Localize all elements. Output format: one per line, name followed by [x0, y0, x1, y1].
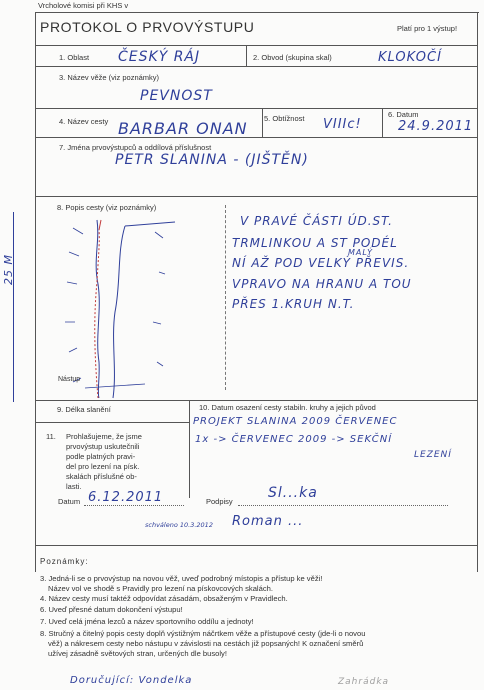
field-1-label: 1. Oblast	[59, 53, 90, 62]
signature-1: Sl...ka	[268, 485, 318, 501]
signature-2: Roman ...	[232, 514, 304, 529]
sketch-divider	[225, 205, 226, 390]
route-sketch	[55, 212, 225, 400]
podpisy-dots	[238, 505, 448, 506]
committee-caption: Vrcholové komisi při KHS v	[38, 1, 129, 10]
schvaleno-note: schváleno 10.3.2012	[145, 521, 213, 529]
row-line	[35, 400, 478, 401]
nazev-veze-value: PEVNOST	[140, 88, 213, 104]
notes-title: Poznámky:	[40, 557, 89, 566]
field-7-label: 7. Jména prvovýstupců a oddílová příslušnost	[59, 143, 212, 152]
osazeni-line-1: PROJEKT SLANINA 2009 ČERVENEC	[193, 416, 398, 427]
notes-top-line	[35, 545, 478, 546]
field-10-label: 10. Datum osazení cesty stabiln. kruhy a jejich původ	[199, 403, 376, 412]
height-mark: 25 M	[2, 254, 15, 285]
divider	[189, 400, 190, 498]
popis-line-2: TRMLINKOU A ST PODÉL	[232, 236, 398, 250]
prohlaseni-line-2: prvovýstup uskutečnili	[66, 442, 140, 451]
prohlaseni-line-1: Prohlašujeme, že jsme	[66, 432, 142, 441]
popis-line-5: PŘES 1.KRUH N.T.	[232, 297, 355, 311]
datum-dots	[84, 505, 184, 506]
frame-left	[35, 12, 36, 572]
row-line	[35, 137, 478, 138]
obtiznost-value: VIIIc!	[323, 117, 362, 132]
field-11-num: 11.	[46, 432, 56, 441]
row-line	[35, 422, 189, 423]
prohlaseni-line-5: skalách příslušné ob-	[66, 472, 137, 481]
divider	[262, 109, 263, 137]
note-item: 6. Uveď přesné datum dokončení výstupu!	[40, 605, 183, 614]
nastup-label: Nástup	[58, 376, 81, 383]
popis-correction: MALÝ	[348, 248, 373, 257]
row-line	[35, 45, 478, 46]
oblast-value: ČESKÝ RÁJ	[118, 49, 201, 65]
field-8-label: 8. Popis cesty (viz poznámky)	[57, 203, 157, 212]
note-item: 3. Jedná-li se o prvovýstup na novou věž, uveď podrobný místopis a přístup ke věži!	[40, 574, 323, 583]
note-item: 8. Stručný a čitelný popis cesty doplň výstižným náčrtkem věže a přístupové cesty (jde-li o novou	[40, 629, 366, 638]
popis-line-1: V PRAVÉ ČÁSTI ÚD.ST.	[240, 214, 393, 228]
field-6-label: 6. Datum	[388, 110, 419, 119]
field-2-label: 2. Obvod (skupina skal)	[253, 53, 332, 62]
row-line	[35, 66, 478, 67]
prohlaseni-line-4: del pro lezení na písk.	[66, 462, 140, 471]
datum-label: Datum	[58, 497, 81, 506]
frame-right	[477, 12, 478, 572]
prohlaseni-line-3: podle platných pravi-	[66, 452, 136, 461]
podpisy-label: Podpisy	[206, 497, 233, 506]
bottom-left-handwriting: Doručující: Vondelka	[70, 675, 193, 686]
field-5-label: 5. Obtížnost	[264, 114, 305, 123]
divider	[246, 46, 247, 66]
note-item: užívej zásadně světových stran, určených dle busoly!	[48, 649, 227, 658]
popis-line-4: VPRAVO NA HRANU A TOU	[232, 277, 412, 291]
header-top-line	[35, 12, 479, 13]
divider	[382, 109, 383, 137]
field-9-label: 9. Délka slanění	[57, 405, 111, 414]
validity-note: Platí pro 1 výstup!	[397, 24, 458, 33]
note-item: 7. Uveď celá jména lezců a název sportovního oddílu a jednoty!	[40, 617, 254, 626]
row-line	[35, 196, 478, 197]
page-title: PROTOKOL O PRVOVÝSTUPU	[40, 19, 255, 35]
note-item: 4. Název cesty musí taktéž odpovídat zásadám, obsaženým v Pravidlech.	[40, 594, 288, 603]
prohlaseni-line-6: lasti.	[66, 482, 82, 491]
popis-line-3: NÍ AŽ POD VELKÝ PŘEVIS.	[232, 256, 410, 270]
row-line	[35, 108, 478, 109]
note-item: Název vol ve shodě s Pravidly pro lezení na pískovcových skalách.	[48, 584, 273, 593]
nazev-cesty-value: BARBAR ONAN	[118, 119, 248, 138]
field-4-label: 4. Název cesty	[59, 117, 109, 126]
osazeni-line-3: LEZENÍ	[414, 450, 452, 460]
osazeni-line-2: 1x -> ČERVENEC 2009 -> SEKČNÍ	[195, 434, 393, 445]
datum-sign-value: 6.12.2011	[88, 490, 164, 505]
prvovystupci-value: PETR SLANINA - (JIŠTĚN)	[115, 152, 309, 168]
bottom-right-handwriting: Zahrádka	[338, 677, 390, 687]
field-3-label: 3. Název věže (viz poznámky)	[59, 73, 160, 82]
datum-value: 24.9.2011	[398, 119, 474, 134]
note-item: věž) a nákresem cesty nebo nástupu v závislosti na cestách již popsaných! K označení směrů	[48, 639, 364, 648]
obvod-value: KLOKOČÍ	[378, 50, 442, 65]
height-arrow	[13, 212, 14, 402]
